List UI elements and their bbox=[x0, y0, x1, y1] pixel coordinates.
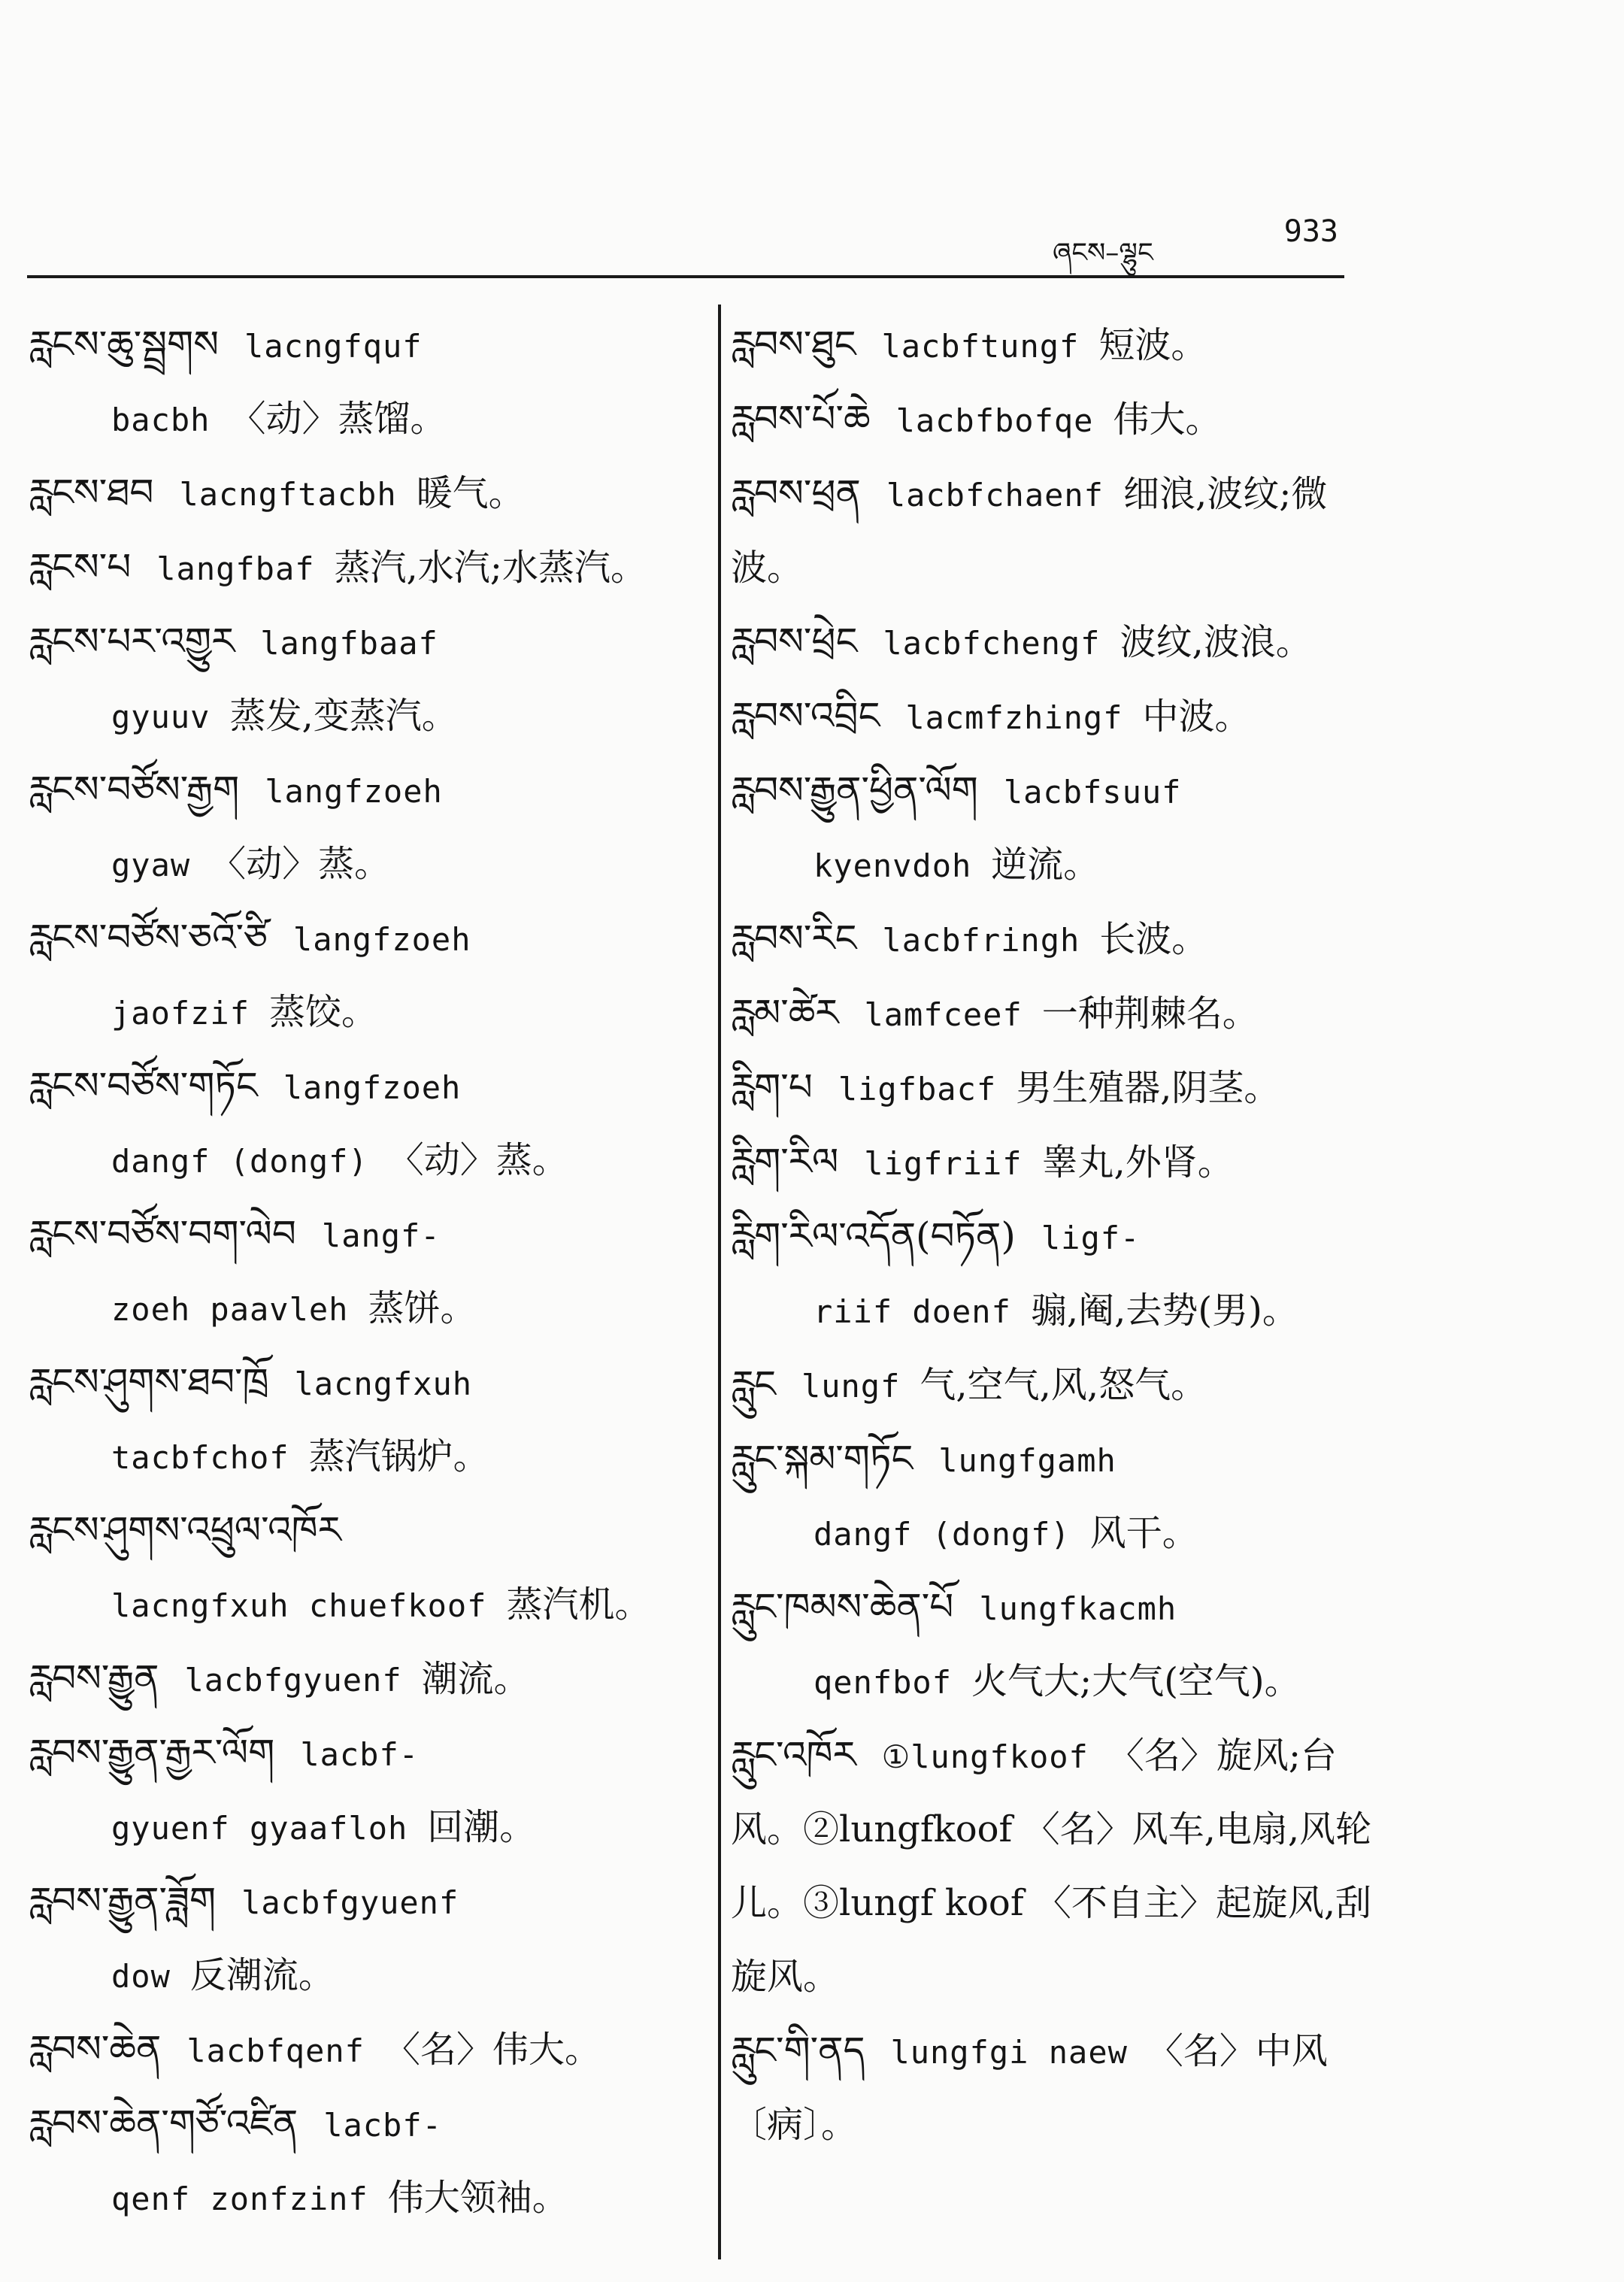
romanization-cont: riif doenf bbox=[814, 1293, 1011, 1330]
definition: 中波。 bbox=[1142, 696, 1251, 738]
dictionary-entry bbox=[29, 1494, 690, 1642]
romanization: lacbf- bbox=[323, 2107, 442, 2144]
definition: 〈动〉蒸。 bbox=[387, 1139, 568, 1181]
running-head: ཞངས–ལྷུང bbox=[1053, 238, 1153, 268]
page-number: 933 bbox=[1283, 214, 1338, 249]
romanization: ligfbacf bbox=[838, 1071, 997, 1108]
tibetan-headword: རླབས་ཐུང bbox=[731, 323, 856, 366]
entry-continuation bbox=[731, 829, 1377, 902]
dictionary-entry bbox=[29, 1050, 690, 1198]
entry-continuation bbox=[29, 2162, 690, 2235]
dictionary-entry bbox=[29, 308, 690, 456]
tibetan-headword: རླངས་པར་འགྱུར bbox=[29, 620, 235, 663]
definition: 〈名〉旋风;台风。②lungfkoof 〈名〉风车,电扇,风轮儿。③lungf koof 〈不自主〉起旋风,刮旋风。 bbox=[731, 1735, 1372, 1998]
definition: 细浪,波纹;微波。 bbox=[731, 473, 1328, 589]
tibetan-headword: རླབས་ཕྲེང bbox=[731, 620, 858, 663]
tibetan-headword: རླབས་རྒྱུན་ཟློག bbox=[29, 1879, 217, 1923]
romanization: lungfgamh bbox=[938, 1442, 1116, 1479]
dictionary-entry bbox=[731, 1423, 1377, 1571]
definition: 潮流。 bbox=[421, 1658, 530, 1700]
dictionary-entry bbox=[731, 902, 1377, 977]
dictionary-entry bbox=[29, 1346, 690, 1494]
definition: 〈名〉中风〔病〕。 bbox=[731, 2030, 1328, 2146]
dictionary-entry bbox=[29, 753, 690, 902]
romanization: lacngfquf bbox=[244, 328, 423, 365]
definition: 蒸饺。 bbox=[269, 991, 378, 1033]
romanization: lungfgi naew bbox=[890, 2034, 1128, 2071]
dictionary-entry bbox=[29, 456, 690, 531]
dictionary-entry bbox=[29, 2087, 690, 2235]
romanization: lacbfgyuenf bbox=[184, 1662, 402, 1699]
definition: 火气大;大气(空气)。 bbox=[971, 1660, 1301, 1702]
tibetan-headword: རླིག་རིལ bbox=[731, 1140, 839, 1183]
entry-continuation bbox=[29, 1124, 690, 1198]
tibetan-headword: རླབས་པོ་ཆེ bbox=[731, 397, 871, 441]
tibetan-headword: རླབས་འབྲིང bbox=[731, 694, 880, 738]
tibetan-headword: རླངས་བཙོས་རྒྱག bbox=[29, 768, 240, 811]
tibetan-headword: རླབས་ཆེན་གཙོ་འཛིན bbox=[29, 2102, 298, 2145]
entry-continuation bbox=[29, 680, 690, 753]
tibetan-headword: རླུང་གི་ནད bbox=[731, 2029, 865, 2072]
tibetan-headword: རླིག་པ bbox=[731, 1065, 813, 1109]
dictionary-entry bbox=[731, 308, 1377, 383]
entry-continuation bbox=[731, 1274, 1377, 1348]
entry-continuation bbox=[731, 1645, 1377, 1719]
romanization: ligf- bbox=[1041, 1220, 1141, 1256]
definition: 波纹,波浪。 bbox=[1120, 621, 1312, 663]
dictionary-entry bbox=[731, 383, 1377, 457]
tibetan-headword: རླངས་བཙོས་ཅའོ་ཙི bbox=[29, 916, 268, 959]
definition: 暖气。 bbox=[416, 472, 525, 514]
definition: 逆流。 bbox=[991, 844, 1100, 886]
definition: 睾丸,外肾。 bbox=[1041, 1141, 1234, 1183]
dictionary-entry bbox=[731, 1200, 1377, 1348]
romanization: langfzoeh bbox=[265, 773, 443, 810]
tibetan-headword: རླུང་སྐམ་གཏོང bbox=[731, 1437, 914, 1480]
dictionary-entry bbox=[731, 1126, 1377, 1200]
tibetan-headword: རླབས་ཆེན bbox=[29, 2027, 162, 2071]
romanization-cont: bacbh bbox=[111, 402, 211, 438]
romanization: lacmfzhingf bbox=[905, 699, 1123, 736]
dictionary-entry bbox=[29, 1865, 690, 2013]
romanization-cont: gyuenf gyaafloh bbox=[111, 1810, 408, 1847]
tibetan-headword: རླངས་ཆུ་སྦྲགས bbox=[29, 323, 219, 366]
tibetan-headword: རླངས་པ bbox=[29, 545, 132, 589]
definition: 一种荆棘名。 bbox=[1041, 993, 1259, 1035]
dictionary-entry bbox=[731, 2014, 1377, 2162]
definition: 〈动〉蒸。 bbox=[210, 843, 391, 885]
romanization: lacbfqenf bbox=[186, 2032, 365, 2069]
dictionary-entry bbox=[731, 977, 1377, 1051]
romanization-cont: qenf zonfzinf bbox=[111, 2180, 368, 2217]
column-divider bbox=[718, 305, 721, 2259]
dictionary-entry bbox=[731, 1719, 1377, 2014]
romanization: lamfceef bbox=[864, 996, 1023, 1033]
entry-continuation bbox=[29, 1939, 690, 2013]
definition: 〈名〉伟大。 bbox=[383, 2029, 601, 2071]
romanization: lungfkacmh bbox=[979, 1590, 1177, 1627]
romanization: lacbfchaenf bbox=[886, 477, 1104, 514]
dictionary-entry bbox=[29, 902, 690, 1050]
romanization-cont: lacngfxuh chuefkoof bbox=[111, 1587, 487, 1624]
romanization: langf- bbox=[321, 1217, 441, 1254]
romanization: lacbfchengf bbox=[883, 625, 1101, 662]
definition: 骟,阉,去势(男)。 bbox=[1030, 1289, 1298, 1332]
dictionary-entry bbox=[731, 1348, 1377, 1423]
definition: 蒸饼。 bbox=[368, 1287, 477, 1329]
romanization: lacngftacbh bbox=[179, 476, 397, 513]
romanization: lacbfringh bbox=[882, 922, 1080, 959]
page-header bbox=[1053, 214, 1338, 267]
dictionary-entry bbox=[29, 1198, 690, 1346]
definition: 蒸汽锅炉。 bbox=[308, 1435, 489, 1477]
tibetan-headword: རླངས་ཤུགས་ཐབ་ཁྲོ bbox=[29, 1360, 269, 1404]
definition: 蒸汽机。 bbox=[506, 1583, 651, 1626]
romanization-cont: dangf (dongf) bbox=[111, 1143, 368, 1180]
romanization-cont: kyenvdoh bbox=[814, 847, 972, 884]
dictionary-entry bbox=[29, 605, 690, 753]
entry-continuation bbox=[29, 1568, 690, 1642]
tibetan-headword: རླབས་རྒྱུན bbox=[29, 1656, 159, 1700]
tibetan-headword: རླུང་འཁོར bbox=[731, 1733, 856, 1777]
dictionary-entry bbox=[731, 1051, 1377, 1126]
dictionary-entry bbox=[731, 457, 1377, 605]
tibetan-headword: རླུང bbox=[731, 1362, 776, 1406]
entry-continuation bbox=[29, 976, 690, 1050]
tibetan-headword: རླབས་རྒྱུན་རྒྱར་ལོག bbox=[29, 1731, 275, 1774]
right-column bbox=[731, 308, 1377, 2162]
romanization: lacbftungf bbox=[881, 328, 1080, 365]
entry-continuation bbox=[29, 1420, 690, 1494]
romanization: ①lungfkoof bbox=[881, 1738, 1089, 1775]
dictionary-entry bbox=[29, 1642, 690, 1717]
tibetan-headword: རླབས་རྒྱུན་ཕྱིན་ལོག bbox=[731, 768, 978, 812]
entry-continuation bbox=[731, 1497, 1377, 1571]
definition: 回潮。 bbox=[427, 1806, 536, 1848]
romanization-cont: zoeh paavleh bbox=[111, 1291, 349, 1328]
romanization: langfzoeh bbox=[283, 1069, 462, 1106]
dictionary-entry bbox=[731, 754, 1377, 902]
tibetan-headword: རླངས་བཙོས་བག་ལེབ bbox=[29, 1212, 296, 1256]
header-rule bbox=[27, 275, 1344, 278]
romanization: lacngfxuh bbox=[294, 1365, 473, 1402]
romanization: lacbfgyuenf bbox=[241, 1884, 459, 1921]
romanization: lacbfsuuf bbox=[1003, 774, 1182, 811]
entry-continuation bbox=[29, 383, 690, 456]
tibetan-headword: རླངས་བཙོས་གཏོང bbox=[29, 1064, 258, 1108]
entry-continuation bbox=[29, 828, 690, 902]
definition: 伟大。 bbox=[1113, 399, 1222, 441]
dictionary-entry bbox=[731, 1571, 1377, 1719]
romanization: langfbaf bbox=[156, 550, 315, 587]
tibetan-headword: རླངས་ཤུགས་འཕྲུལ་འཁོར bbox=[29, 1508, 341, 1552]
dictionary-entry bbox=[29, 2013, 690, 2087]
definition: 蒸汽,水汽;水蒸汽。 bbox=[334, 547, 647, 589]
dictionary-entry bbox=[731, 605, 1377, 680]
dictionary-entry bbox=[731, 680, 1377, 754]
tibetan-headword: རླུང་ཁམས་ཆེན་པོ bbox=[731, 1585, 954, 1629]
definition: 长波。 bbox=[1099, 918, 1208, 960]
definition: 男生殖器,阴茎。 bbox=[1016, 1067, 1280, 1109]
definition: 〈动〉蒸馏。 bbox=[229, 398, 447, 440]
romanization: langfzoeh bbox=[292, 921, 471, 958]
tibetan-headword: རླབས་རིང bbox=[731, 917, 857, 960]
romanization: langfbaaf bbox=[260, 625, 438, 662]
entry-continuation bbox=[29, 1791, 690, 1865]
entry-continuation bbox=[29, 1272, 690, 1346]
romanization-cont: gyaw bbox=[111, 847, 191, 883]
definition: 气,空气,风,怒气。 bbox=[920, 1364, 1207, 1406]
dictionary-entry bbox=[29, 1717, 690, 1865]
romanization: lacbfbofqe bbox=[895, 402, 1094, 439]
tibetan-headword: རླིག་རིལ་འདོན(བཏོན) bbox=[731, 1214, 1016, 1258]
romanization: lungf bbox=[801, 1368, 901, 1405]
romanization-cont: qenfbof bbox=[814, 1664, 953, 1701]
romanization: ligfriif bbox=[864, 1145, 1023, 1182]
dictionary-entry bbox=[29, 531, 690, 605]
tibetan-headword: རླམ་ཚེར bbox=[731, 991, 839, 1035]
definition: 伟大领袖。 bbox=[387, 2177, 568, 2219]
left-column bbox=[29, 308, 690, 2235]
romanization-cont: tacbfchof bbox=[111, 1439, 289, 1476]
tibetan-headword: རླབས་ཕྲན bbox=[731, 471, 861, 515]
romanization-cont: gyuuv bbox=[111, 699, 211, 735]
romanization-cont: dangf (dongf) bbox=[814, 1516, 1071, 1553]
romanization-cont: dow bbox=[111, 1958, 171, 1995]
definition: 反潮流。 bbox=[189, 1954, 335, 1996]
romanization-cont: jaofzif bbox=[111, 995, 250, 1032]
tibetan-headword: རླངས་ཐབ bbox=[29, 471, 154, 514]
romanization: lacbf- bbox=[300, 1736, 420, 1773]
definition: 风干。 bbox=[1089, 1512, 1198, 1554]
definition: 短波。 bbox=[1098, 324, 1207, 366]
definition: 蒸发,变蒸汽。 bbox=[229, 695, 458, 737]
